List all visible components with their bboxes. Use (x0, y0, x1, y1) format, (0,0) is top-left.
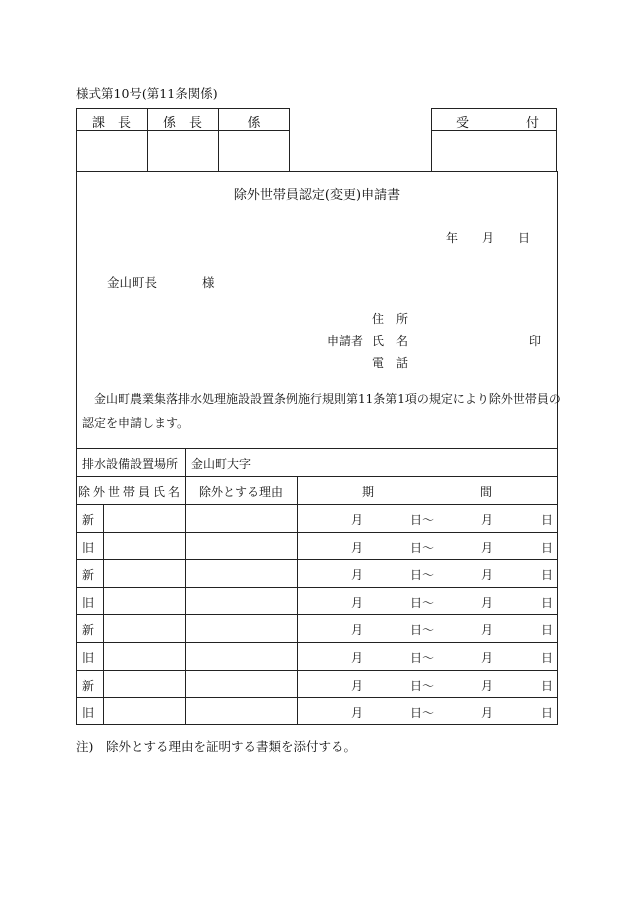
period-end-day: 日 (541, 651, 554, 665)
row-type: 旧 (82, 651, 95, 665)
period-start-day: 日〜 (410, 596, 435, 610)
period-end-day: 日 (541, 513, 554, 527)
period-start-month: 月 (351, 541, 364, 555)
form-title: 除外世帯員認定(変更)申請書 (233, 188, 401, 203)
period-start-day: 日〜 (410, 679, 435, 693)
period-end-day: 日 (541, 623, 554, 637)
row-type: 旧 (82, 706, 95, 720)
period-start-month: 月 (351, 596, 364, 610)
period-start-day: 日〜 (410, 513, 435, 527)
period-start-day: 日〜 (410, 623, 435, 637)
header-reason: 除外とする理由 (198, 485, 283, 499)
period-start-month: 月 (351, 568, 364, 582)
form-number: 様式第10号(第11条関係) (76, 86, 218, 101)
period-end-month: 月 (481, 679, 494, 693)
period-start-month: 月 (351, 706, 364, 720)
period-end-day: 日 (541, 596, 554, 610)
row-type: 新 (82, 679, 95, 693)
period-end-day: 日 (541, 706, 554, 720)
note-text: 除外とする理由を証明する書類を添付する。 (106, 739, 357, 754)
header-kakaricho: 係 長 (162, 116, 202, 131)
seal-mark: 印 (529, 334, 542, 348)
reception-label-2: 付 (526, 116, 540, 131)
applicant-phone-label: 電 話 (372, 356, 409, 370)
body-text-line2: 認定を申請します。 (82, 416, 190, 430)
period-end-month: 月 (481, 568, 494, 582)
header-kakari: 係 (247, 116, 261, 131)
period-end-month: 月 (481, 706, 494, 720)
period-start-month: 月 (351, 651, 364, 665)
period-end-month: 月 (481, 623, 494, 637)
applicant-name-label: 氏 名 (372, 334, 409, 348)
location-label: 排水設備設置場所 (82, 457, 179, 471)
note-mark: 注) (76, 739, 94, 754)
applicant-address-label: 住 所 (372, 312, 409, 326)
applicant-label: 申請者 (327, 334, 364, 348)
period-start-month: 月 (351, 513, 364, 527)
row-type: 新 (82, 568, 95, 582)
period-end-month: 月 (481, 651, 494, 665)
addressee-name: 金山町長 (107, 275, 158, 290)
date-month: 月 (482, 231, 495, 245)
header-kacho: 課 長 (91, 116, 131, 131)
row-type: 新 (82, 623, 95, 637)
period-end-day: 日 (541, 541, 554, 555)
addressee-honorific: 様 (202, 275, 215, 290)
period-start-day: 日〜 (410, 706, 435, 720)
location-value: 金山町大字 (191, 457, 252, 471)
period-start-month: 月 (351, 679, 364, 693)
period-end-day: 日 (541, 568, 554, 582)
header-member-name: 除外世帯員氏名 (77, 485, 183, 499)
period-start-day: 日〜 (410, 651, 435, 665)
header-period-2: 間 (480, 485, 493, 499)
row-type: 旧 (82, 596, 95, 610)
period-start-day: 日〜 (410, 541, 435, 555)
period-end-day: 日 (541, 679, 554, 693)
period-start-month: 月 (351, 623, 364, 637)
period-end-month: 月 (481, 596, 494, 610)
period-start-day: 日〜 (410, 568, 435, 582)
date-year: 年 (446, 231, 459, 245)
reception-label-1: 受 (456, 116, 470, 131)
row-type: 新 (82, 513, 95, 527)
date-day: 日 (518, 231, 531, 245)
body-text-line1: 金山町農業集落排水処理施設設置条例施行規則第11条第1項の規定により除外世帯員の (94, 392, 561, 406)
row-type: 旧 (82, 541, 95, 555)
period-end-month: 月 (481, 513, 494, 527)
period-end-month: 月 (481, 541, 494, 555)
header-period-1: 期 (362, 485, 375, 499)
